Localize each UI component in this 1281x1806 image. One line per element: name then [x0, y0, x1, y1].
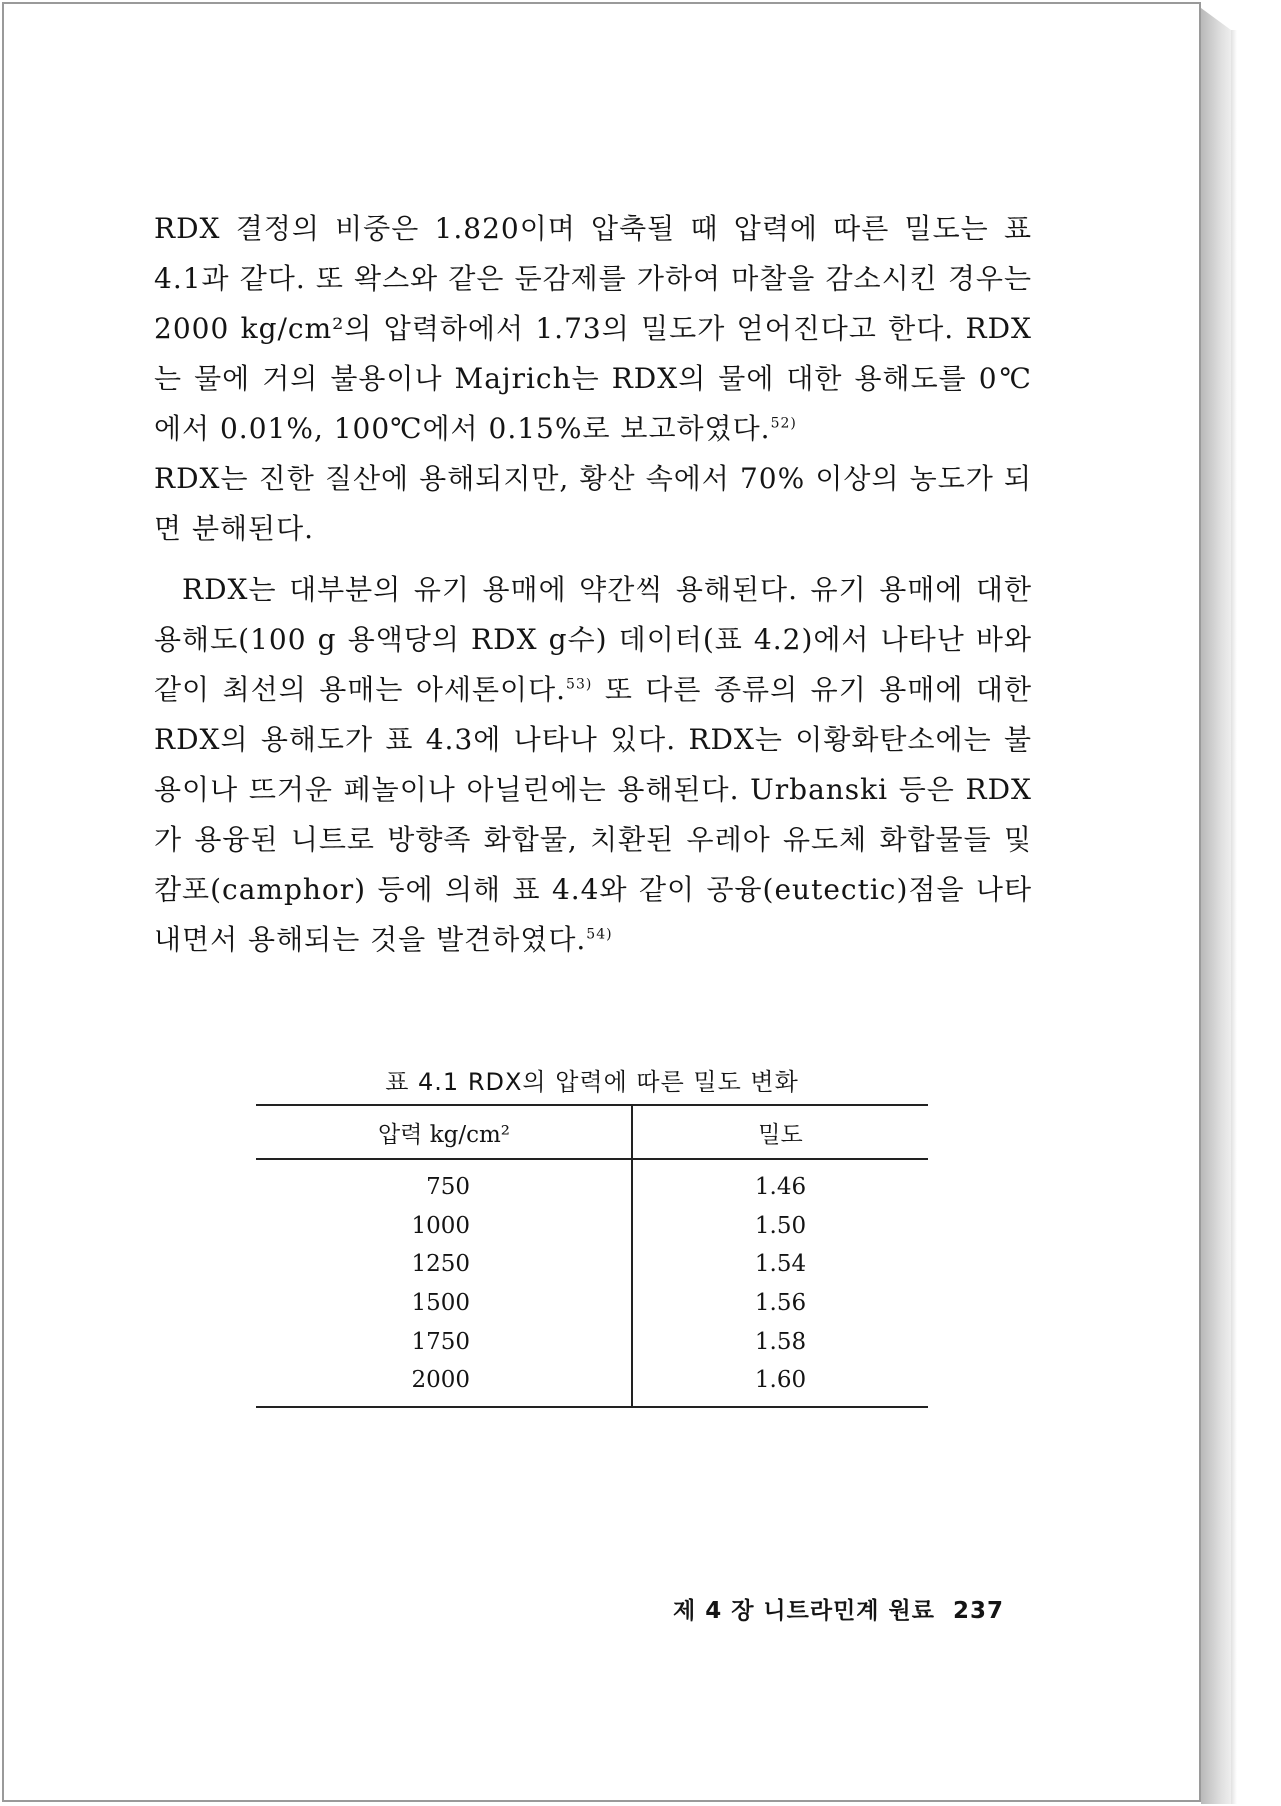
- header-pressure: 압력 kg/cm²: [256, 1105, 632, 1159]
- density-cell: 1.56: [754, 1290, 807, 1317]
- paragraph-1-text: RDX 결정의 비중은 1.820이며 압축될 때 압력에 따른 밀도는 표 4.1과 같다. 또 왁스와 같은 둔감제를 가하여 마찰을 감소시킨 경우는 2000 kg/cm²의 압력하에서 1.73의 밀도가 얻어진다고 한다. RDX는 물에 거의 불용이나 Majrich는 RDX의 물에 대한 용해도를 0℃에서 0.01%, 100℃에서 0.15%로 보고하였다.: [154, 212, 1032, 445]
- page-footer: [644, 1592, 1004, 1625]
- reference-52: 52): [770, 415, 797, 432]
- table-row: [256, 1207, 928, 1246]
- pressure-cell: 750: [256, 1159, 632, 1207]
- density-cell: 1.58: [754, 1328, 807, 1355]
- pressure-cell: 1750: [256, 1322, 632, 1361]
- paragraph-2: [154, 565, 1032, 965]
- table-caption: 표 4.1 RDX의 압력에 따른 밀도 변화: [385, 1068, 799, 1096]
- pressure-cell: 1500: [256, 1284, 632, 1323]
- paragraph-1-tail: RDX는 진한 질산에 용해되지만, 황산 속에서 70% 이상의 농도가 되면 분해된다.: [154, 462, 1032, 545]
- table-row: [256, 1361, 928, 1407]
- density-cell: 1.46: [754, 1174, 807, 1201]
- table-header-row: [256, 1105, 928, 1159]
- book-page: [2, 2, 1201, 1802]
- paragraph-1: [154, 204, 1032, 554]
- table-row: [256, 1159, 928, 1207]
- density-cell: 1.60: [632, 1361, 928, 1407]
- reference-54: 54): [586, 926, 613, 943]
- reference-53: 53): [566, 676, 593, 693]
- pressure-cell: 1000: [256, 1207, 632, 1246]
- density-table: [256, 1104, 928, 1408]
- paragraph-2-text-a: RDX는 대부분의 유기 용매에 약간씩 용해된다. 유기 용매에 대한 용해도(100 g 용액당의 RDX g수) 데이터(표 4.2)에서 나타난 바와 같이 최선의 용매는 아세톤이다.: [154, 573, 1032, 706]
- header-density: 밀도: [632, 1105, 928, 1159]
- table-row: [256, 1322, 928, 1361]
- table-row: [256, 1245, 928, 1284]
- density-cell: 1.50: [754, 1212, 807, 1239]
- page-stack-edge: [1201, 8, 1231, 1804]
- density-cell: 1.54: [754, 1251, 807, 1278]
- pressure-cell: 1250: [256, 1245, 632, 1284]
- page-edge-shadow: [1231, 30, 1237, 1804]
- paragraph-2-text-b: 또 다른 종류의 유기 용매에 대한 RDX의 용해도가 표 4.3에 나타나 있다. RDX는 이황화탄소에는 불용이나 뜨거운 페놀이나 아닐린에는 용해된다. Urbanski 등은 RDX가 용융된 니트로 방향족 화합물, 치환된 우레아 유도체 화합물들 및 캄포(camphor) 등에 의해 표 4.4와 같이 공융(eutectic)점을 나타내면서 용해되는 것을 발견하였다.: [154, 673, 1032, 956]
- pressure-cell: 2000: [256, 1361, 632, 1407]
- table-row: [256, 1284, 928, 1323]
- page-number: 237: [952, 1598, 1004, 1624]
- chapter-title: 제 4 장 니트라민계 원료: [672, 1598, 935, 1624]
